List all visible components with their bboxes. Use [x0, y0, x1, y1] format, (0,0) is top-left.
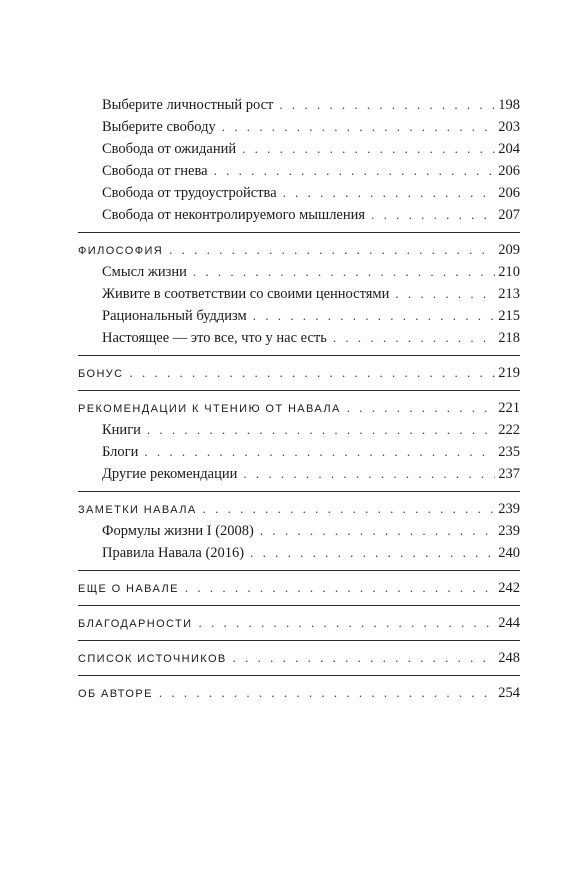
toc-entry-page: 213 [498, 286, 520, 302]
toc-section-title: БЛАГОДАРНОСТИ [78, 618, 193, 630]
toc-section-notes [78, 498, 520, 520]
toc-entry-title: Живите в соответствии со своими ценностями [102, 286, 390, 302]
section-divider [78, 640, 520, 641]
dot-leader [279, 94, 495, 116]
toc-section-title: БОНУС [78, 368, 124, 380]
dot-leader [198, 612, 495, 634]
toc-entry-title: Формулы жизни I (2008) [102, 523, 254, 539]
toc-entry-page: 204 [498, 141, 520, 157]
toc-entry [78, 138, 520, 160]
toc-section-page: 254 [498, 685, 520, 701]
dot-leader [395, 283, 495, 305]
toc-section-title: ЗАМЕТКИ НАВАЛА [78, 504, 197, 516]
section-divider [78, 491, 520, 492]
toc-entry-title: Правила Навала (2016) [102, 545, 245, 561]
toc-section-page: 221 [498, 400, 520, 416]
toc-section-title: РЕКОМЕНДАЦИИ К ЧТЕНИЮ ОТ НАВАЛА [78, 403, 341, 415]
toc-entry-page: 237 [498, 466, 520, 482]
toc-entry [78, 261, 520, 283]
toc-section-page: 209 [498, 242, 520, 258]
toc-entry-page: 206 [498, 185, 520, 201]
toc-entry-title: Свобода от трудоустройства [102, 185, 277, 201]
toc-entry [78, 520, 520, 542]
toc-entry-page: 240 [498, 545, 520, 561]
dot-leader [185, 577, 495, 599]
toc-entry [78, 94, 520, 116]
toc-entry [78, 327, 520, 349]
dot-leader [159, 682, 495, 704]
table-of-contents [78, 94, 520, 704]
toc-section-page: 239 [498, 501, 520, 517]
toc-entry-page: 198 [498, 97, 520, 113]
section-divider [78, 390, 520, 391]
dot-leader [169, 239, 495, 261]
toc-entry-title: Другие рекомендации [102, 466, 238, 482]
toc-entry [78, 419, 520, 441]
toc-entry-page: 210 [498, 264, 520, 280]
toc-entry-title: Смысл жизни [102, 264, 187, 280]
dot-leader [250, 542, 495, 564]
toc-entry-title: Блоги [102, 444, 139, 460]
section-divider [78, 570, 520, 571]
section-divider [78, 232, 520, 233]
dot-leader [147, 419, 495, 441]
toc-entry-page: 218 [498, 330, 520, 346]
dot-leader [193, 261, 495, 283]
toc-entry-title: Свобода от ожиданий [102, 141, 237, 157]
toc-entry-page: 207 [498, 207, 520, 223]
toc-entry-title: Свобода от гнева [102, 163, 208, 179]
toc-entry-page: 235 [498, 444, 520, 460]
toc-entry-page: 222 [498, 422, 520, 438]
toc-entry-page: 215 [498, 308, 520, 324]
dot-leader [347, 397, 496, 419]
toc-section-author [78, 682, 520, 704]
toc-entry [78, 441, 520, 463]
toc-entry [78, 160, 520, 182]
dot-leader [371, 204, 495, 226]
toc-section-bonus [78, 362, 520, 384]
toc-entry-title: Выберите личностный рост [102, 97, 274, 113]
dot-leader [130, 362, 496, 384]
dot-leader [242, 138, 495, 160]
dot-leader [214, 160, 496, 182]
section-divider [78, 675, 520, 676]
dot-leader [333, 327, 495, 349]
toc-entry-title: Рациональный буддизм [102, 308, 247, 324]
toc-entry [78, 182, 520, 204]
toc-entry-page: 206 [498, 163, 520, 179]
toc-entry [78, 204, 520, 226]
toc-section-page: 244 [498, 615, 520, 631]
toc-section-title: ОБ АВТОРЕ [78, 688, 153, 700]
toc-section-page: 219 [498, 365, 520, 381]
toc-section-title: ФИЛОСОФИЯ [78, 245, 164, 257]
dot-leader [144, 441, 495, 463]
toc-entry [78, 116, 520, 138]
toc-entry [78, 463, 520, 485]
toc-entry-title: Свобода от неконтролируемого мышления [102, 207, 366, 223]
dot-leader [260, 520, 495, 542]
toc-section-page: 248 [498, 650, 520, 666]
toc-section-sources [78, 647, 520, 669]
dot-leader [203, 498, 496, 520]
toc-section-title: СПИСОК ИСТОЧНИКОВ [78, 653, 227, 665]
dot-leader [233, 647, 496, 669]
dot-leader [283, 182, 496, 204]
toc-entry [78, 305, 520, 327]
toc-entry-title: Книги [102, 422, 141, 438]
toc-section-page: 242 [498, 580, 520, 596]
toc-section-more [78, 577, 520, 599]
toc-entry [78, 542, 520, 564]
toc-section-thanks [78, 612, 520, 634]
dot-leader [253, 305, 496, 327]
dot-leader [243, 463, 495, 485]
toc-entry-title: Выберите свободу [102, 119, 216, 135]
toc-section-title: ЕЩЕ О НАВАЛЕ [78, 583, 179, 595]
toc-entry-page: 203 [498, 119, 520, 135]
toc-entry-title: Настоящее — это все, что у нас есть [102, 330, 327, 346]
toc-section-reading [78, 397, 520, 419]
toc-section-philosophy [78, 239, 520, 261]
dot-leader [222, 116, 496, 138]
toc-entry-page: 239 [498, 523, 520, 539]
section-divider [78, 605, 520, 606]
section-divider [78, 355, 520, 356]
toc-entry [78, 283, 520, 305]
